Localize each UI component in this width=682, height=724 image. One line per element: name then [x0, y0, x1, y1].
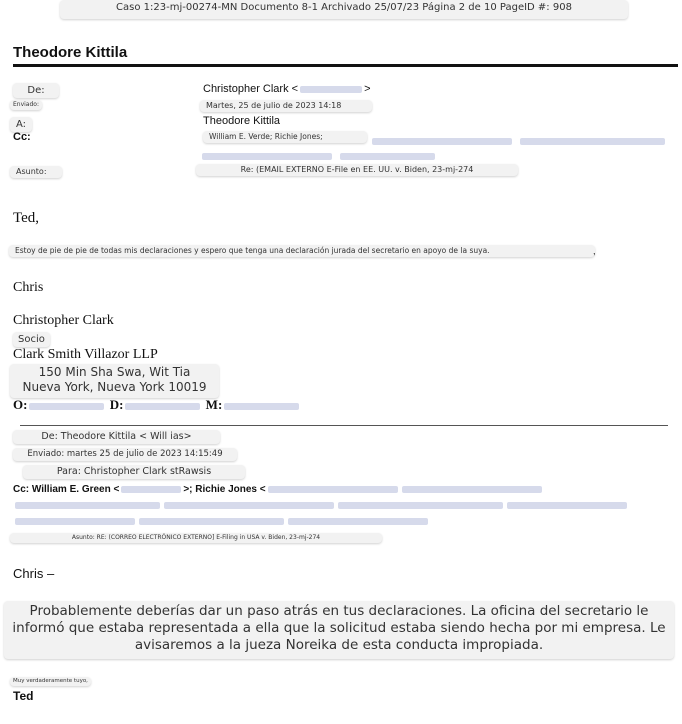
from-field	[203, 83, 371, 95]
sent-value: Martes, 25 de julio de 2023 14:18	[200, 100, 372, 112]
redacted-email	[268, 486, 398, 493]
redacted-email	[288, 518, 428, 525]
to-label: A:	[10, 117, 32, 132]
redacted-email	[340, 153, 435, 160]
closing-name: Chris	[13, 280, 44, 295]
email2-to: Para: Christopher Clark stRawsis	[23, 465, 245, 479]
email2-sent: Enviado: martes 25 de julio de 2023 14:15:49	[13, 448, 237, 461]
body-end: ,	[593, 246, 596, 256]
address-line-1: 150 Min Sha Swa, Wit Tia	[38, 365, 191, 379]
phone-m-label: M:	[205, 397, 223, 412]
to-value: Theodore Kittila	[203, 115, 281, 127]
phone-o-label: O:	[13, 397, 28, 412]
title-rule	[13, 64, 678, 67]
redacted-phone	[29, 403, 104, 410]
body-text: Estoy de pie de pie de todas mis declaraciones y espero que tenga una declaración jurada del secretario en apoyo de la suya.	[9, 245, 595, 257]
subject-value: Re: (EMAIL EXTERNO E-File en EE. UU. v. Biden, 23-mj-274	[196, 164, 518, 176]
from-label: De:	[13, 83, 59, 98]
section-divider	[20, 425, 668, 426]
signature-role: Socio	[13, 332, 50, 347]
redacted-email	[164, 502, 334, 509]
redacted-email	[15, 502, 160, 509]
signature-name: Christopher Clark	[13, 313, 114, 328]
case-header: Caso 1:23-mj-00274-MN Documento 8-1 Archivado 25/07/23 Página 2 de 10 PageID #: 908	[60, 0, 628, 19]
redacted-email	[507, 502, 627, 509]
signature-firm: Clark Smith Villazor LLP	[13, 347, 158, 362]
page-title: Theodore Kittila	[13, 44, 128, 61]
cc-mid: >; Richie Jones <	[183, 484, 266, 495]
email2-subject: Asunto: RE: (CORREO ELECTRÓNICO EXTERNO] E-Filing in USA v. Biden, 23-mj-274	[10, 533, 382, 543]
redacted-email	[139, 518, 284, 525]
email2-from: De: Theodore Kittila < Will ias>	[13, 430, 220, 444]
from-close: >	[364, 83, 371, 95]
redacted-email	[372, 138, 512, 145]
phone-d-label: D:	[109, 397, 124, 412]
email2-sign: Ted	[13, 689, 34, 703]
redacted-email	[202, 153, 332, 160]
email2-cc-line1	[13, 482, 673, 498]
redacted-email	[121, 486, 181, 493]
redacted-phone	[224, 403, 299, 410]
address-line-2: Nueva York, Nueva York 10019	[22, 380, 207, 394]
redacted-email	[300, 86, 362, 93]
redacted-email	[338, 502, 503, 509]
redacted-phone	[125, 403, 200, 410]
email2-cc-line2	[13, 498, 673, 514]
redacted-email	[520, 138, 665, 145]
email2-closing: Muy verdaderamente tuyo,	[10, 677, 91, 686]
greeting: Ted,	[13, 210, 40, 226]
cc-value: William E. Verde; Richie Jones;	[203, 131, 367, 143]
cc-start: Cc: William E. Green <	[13, 484, 120, 495]
phone-line	[13, 397, 301, 413]
email2-greeting: Chris –	[13, 566, 55, 581]
email2-body: Probablemente deberías dar un paso atrás en tus declaraciones. La oficina del secretario le informó que estaba representada a ella que la solicitud estaba siendo hecha por mi empresa. Le avisaremos a la jueza Noreika de esta conducta impropiada.	[4, 601, 674, 659]
from-name: Christopher Clark <	[203, 83, 299, 95]
sent-label: Enviado:	[10, 100, 42, 110]
email2-cc	[13, 482, 673, 530]
cc-label: Cc:	[13, 131, 31, 143]
subject-label: Asunto:	[10, 166, 62, 178]
signature-address	[10, 364, 219, 398]
redacted-email	[15, 518, 135, 525]
redacted-email	[402, 486, 542, 493]
email2-cc-line3	[13, 514, 673, 530]
